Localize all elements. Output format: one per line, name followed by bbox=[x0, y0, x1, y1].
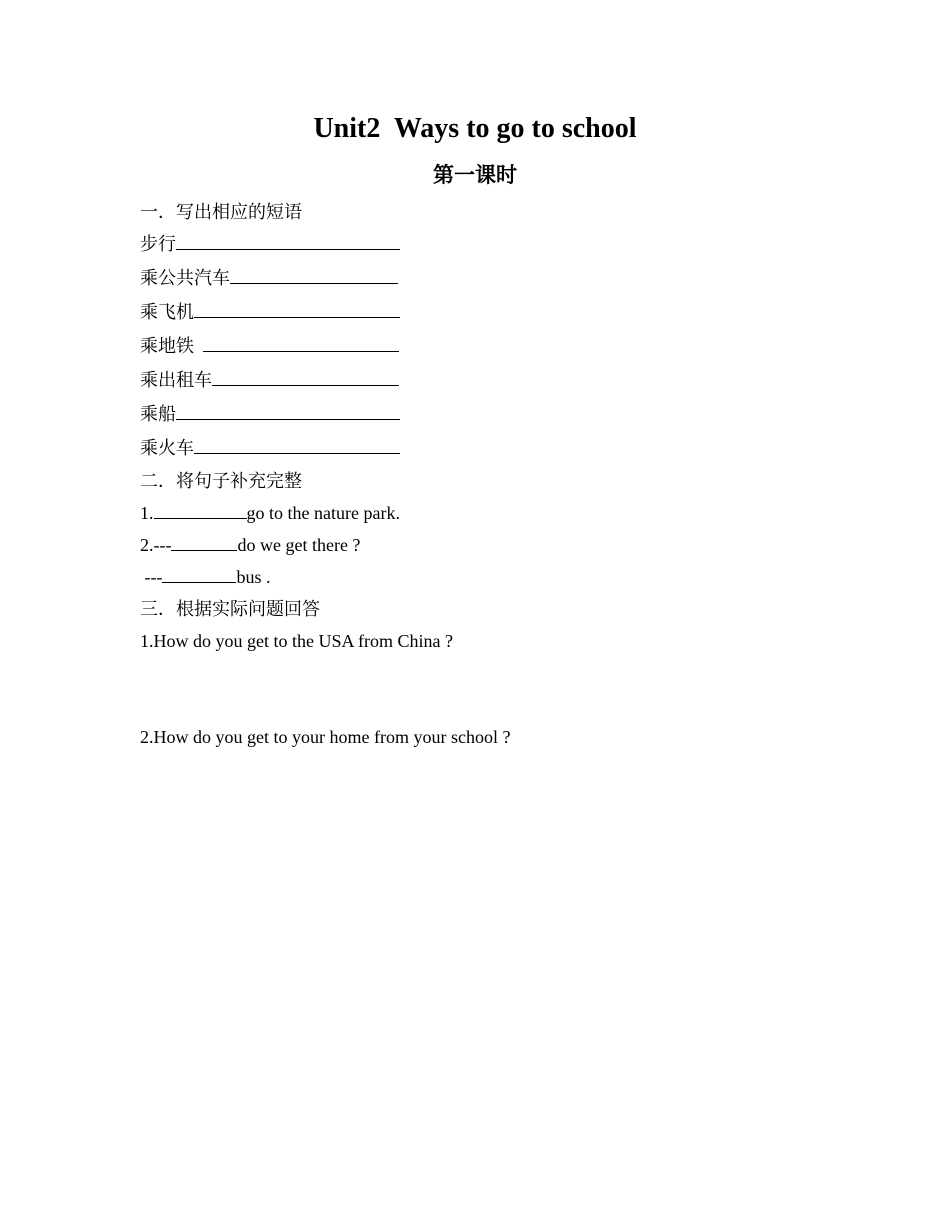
phrase-label: 乘出租车 bbox=[140, 370, 212, 390]
phrase-label: 乘地铁 bbox=[140, 336, 203, 356]
sentence-suffix: do we get there ? bbox=[237, 535, 361, 555]
answer-blank[interactable] bbox=[194, 436, 400, 454]
section3-heading: 三．根据实际问题回答 bbox=[140, 599, 320, 619]
phrase-row-plane bbox=[140, 300, 400, 324]
phrase-label: 步行 bbox=[140, 234, 176, 254]
answer-blank[interactable] bbox=[162, 565, 236, 583]
lesson-subtitle: 第一课时 bbox=[433, 163, 517, 187]
sentence-suffix: go to the nature park. bbox=[246, 503, 400, 523]
sentence-prefix: 1. bbox=[140, 503, 154, 523]
answer-blank[interactable] bbox=[171, 533, 237, 551]
sentence-row-2 bbox=[140, 533, 360, 557]
answer-blank[interactable] bbox=[176, 402, 400, 420]
answer-blank[interactable] bbox=[176, 232, 400, 250]
answer-blank[interactable] bbox=[212, 368, 399, 386]
question-1: 1.How do you get to the USA from China ? bbox=[140, 631, 453, 651]
section2-heading: 二．将句子补充完整 bbox=[140, 471, 302, 491]
answer-blank[interactable] bbox=[194, 300, 400, 318]
phrase-label: 乘公共汽车 bbox=[140, 268, 230, 288]
answer-blank[interactable] bbox=[230, 266, 398, 284]
page-title: Unit2 Ways to go to school bbox=[313, 113, 637, 144]
sentence-row-3 bbox=[140, 565, 271, 589]
phrase-row-taxi bbox=[140, 368, 399, 392]
answer-blank[interactable] bbox=[154, 501, 247, 519]
phrase-row-subway bbox=[140, 334, 399, 358]
phrase-row-ship bbox=[140, 402, 400, 426]
phrase-label: 乘火车 bbox=[140, 438, 194, 458]
section1-heading: 一．写出相应的短语 bbox=[140, 202, 302, 222]
answer-blank[interactable] bbox=[203, 334, 399, 352]
question-2: 2.How do you get to your home from your school ? bbox=[140, 727, 511, 747]
phrase-label: 乘飞机 bbox=[140, 302, 194, 322]
phrase-row-walk bbox=[140, 232, 400, 256]
sentence-row-1 bbox=[140, 501, 400, 525]
phrase-row-train bbox=[140, 436, 400, 460]
phrase-label: 乘船 bbox=[140, 404, 176, 424]
sentence-suffix: bus . bbox=[236, 567, 271, 587]
sentence-prefix: 2.--- bbox=[140, 535, 172, 555]
sentence-prefix: --- bbox=[140, 567, 163, 587]
phrase-row-bus bbox=[140, 266, 398, 290]
